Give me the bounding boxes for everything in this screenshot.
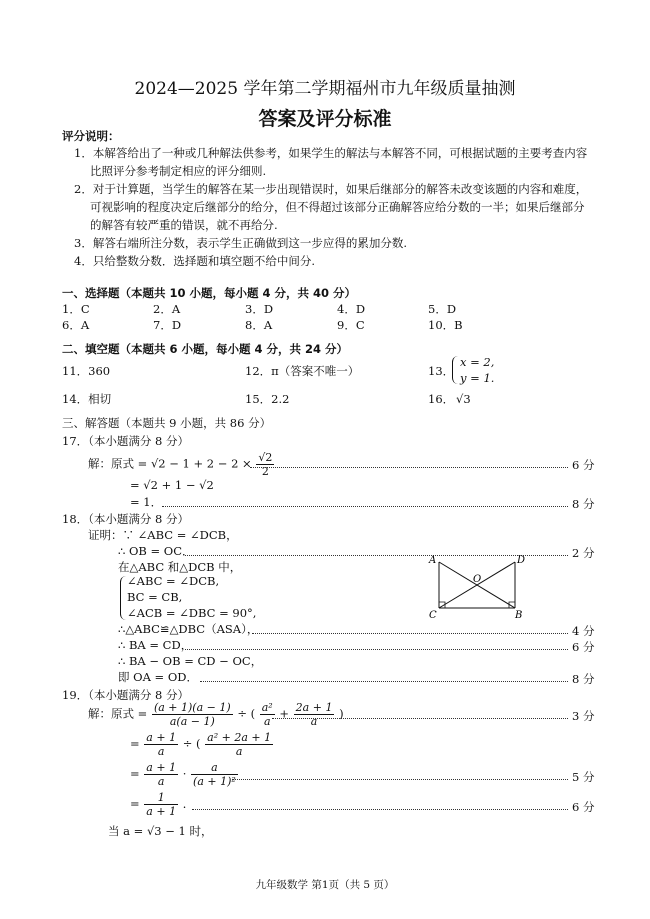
note-line: 3．解答右端所注分数，表示学生正确做到这一步应得的累加分数.	[74, 236, 407, 250]
choice-answer: 6．A	[62, 318, 90, 332]
operator: ÷ (	[237, 706, 256, 721]
point-label-O: O	[473, 574, 482, 585]
fill-answer-14: 14．相切	[62, 392, 112, 406]
score-mark: 6 分	[572, 458, 595, 472]
q19-step-2	[130, 731, 274, 758]
fraction	[256, 451, 274, 478]
q18-step: ∴△ABC≌△DBC（ASA），	[118, 622, 259, 636]
q18-step: 证明：∵ ∠ABC = ∠DCB，	[88, 528, 238, 542]
score-mark: 8 分	[572, 672, 595, 686]
q19-title: 19．（本小题满分 8 分）	[62, 688, 190, 702]
fraction	[205, 731, 273, 758]
q17-step-3: = 1．	[130, 495, 163, 509]
fraction	[144, 761, 178, 788]
document-subtitle: 答案及评分标准	[258, 108, 392, 130]
fill-answer-16-value: √3	[456, 392, 471, 406]
operator: +	[279, 706, 290, 721]
notes-heading: 评分说明：	[62, 129, 120, 143]
note-line: 2．对于计算题，当学生的解答在某一步出现错误时，如果后继部分的解答未改变该题的内容和难度，	[74, 182, 588, 196]
choice-answer: 9．C	[337, 318, 365, 332]
choice-answer: 4．D	[337, 302, 366, 316]
note-line: 的解答有较严重的错误，就不再给分.	[90, 218, 278, 232]
dot-leader	[192, 809, 568, 810]
q18-title: 18．（本小题满分 8 分）	[62, 512, 190, 526]
q17-step-2: = √2 + 1 − √2	[130, 478, 214, 492]
system-brace	[120, 576, 126, 620]
score-mark: 8 分	[572, 497, 595, 511]
numerator: a + 1	[146, 731, 177, 744]
fill-answer-12: 12．π（答案不唯一）	[245, 364, 360, 378]
fraction	[191, 761, 238, 788]
dot-leader	[250, 467, 568, 468]
q19-step-4	[130, 791, 194, 818]
fill-answer-15: 15．2.2	[245, 392, 290, 406]
q18-condition: ∠ACB = ∠DBC = 90°,	[127, 606, 257, 620]
numerator: a²	[261, 701, 273, 714]
denominator: a	[235, 745, 243, 758]
score-mark: 6 分	[572, 800, 595, 814]
denominator: a	[310, 715, 318, 728]
choice-answer: 3．D	[245, 302, 274, 316]
fill-answer-13-y: y = 1.	[460, 371, 495, 385]
denominator: a	[263, 715, 271, 728]
note-line: 可视影响的程度决定后继部分的给分，但不得超过该部分正确解答应给分数的一半；如果后继部分	[90, 200, 585, 214]
numerator: a + 1	[146, 761, 177, 774]
denominator: 2	[261, 465, 269, 478]
numerator: √2	[258, 451, 273, 464]
point-label-B: B	[515, 610, 523, 621]
fraction	[152, 701, 233, 728]
operator: )	[339, 706, 344, 721]
fraction	[144, 791, 178, 818]
dot-leader	[232, 779, 568, 780]
score-mark: 5 分	[572, 770, 595, 784]
denominator: a	[157, 775, 165, 788]
operator: =	[130, 796, 140, 811]
note-line: 4．只给整数分数．选择题和填空题不给中间分.	[74, 254, 315, 268]
point-label-D: D	[517, 555, 525, 566]
denominator: a	[157, 745, 165, 758]
choice-answer: 1．C	[62, 302, 90, 316]
score-mark: 2 分	[572, 546, 595, 560]
q17-step-1	[88, 451, 275, 478]
choice-answer: 5．D	[428, 302, 457, 316]
denominator: a + 1	[146, 805, 177, 818]
choice-answer: 10．B	[428, 318, 463, 332]
fraction	[260, 701, 275, 728]
section2-heading: 二、填空题（本题共 6 小题，每小题 4 分，共 24 分）	[62, 342, 349, 356]
q19-step-3	[130, 761, 239, 788]
period: ．	[182, 796, 195, 811]
point-label-C: C	[429, 610, 437, 621]
dot-leader	[200, 681, 568, 682]
numerator: 2a + 1	[295, 701, 333, 714]
section3-heading: 三、解答题（本题共 9 小题，共 86 分）	[62, 416, 272, 430]
document-title: 2024—2025 学年第二学期福州市九年级质量抽测	[134, 79, 516, 99]
numerator: a	[191, 761, 238, 775]
numerator: (a + 1)(a − 1)	[153, 701, 231, 714]
q17-step-1-text: 解：原式 = √2 − 1 + 2 − 2 ×	[88, 456, 252, 471]
operator: =	[130, 766, 140, 781]
denominator: (a + 1)²	[193, 775, 236, 788]
point-label-A: A	[429, 555, 437, 566]
q18-step: ∴ OB = OC．	[118, 544, 194, 558]
numerator: a² + 2a + 1	[207, 731, 272, 744]
choice-answer: 7．D	[153, 318, 182, 332]
dot-leader	[272, 718, 568, 719]
page-footer: 九年级数学 第1页（共 5 页）	[255, 879, 395, 891]
q18-condition: ∠ABC = ∠DCB,	[127, 574, 220, 588]
fill-answer-11: 11．360	[62, 364, 111, 378]
note-line: 比照评分参考制定相应的评分细则.	[90, 164, 267, 178]
system-brace	[452, 356, 458, 384]
q18-step: 在△ABC 和△DCB 中，	[118, 560, 242, 574]
operator: ÷ (	[182, 736, 201, 751]
q19-step-text: 解：原式 =	[88, 706, 148, 721]
fill-answer-13-label: 13．	[428, 364, 455, 378]
choice-answer: 8．A	[245, 318, 273, 332]
score-mark: 3 分	[572, 709, 595, 723]
q18-step: ∴ BA = CD，	[118, 638, 193, 652]
q18-condition: BC = CB,	[127, 590, 183, 604]
section1-heading: 一、选择题（本题共 10 小题，每小题 4 分，共 40 分）	[62, 286, 357, 300]
dot-leader	[185, 649, 568, 650]
dot-leader	[252, 633, 568, 634]
note-line: 1．本解答给出了一种或几种解法供参考，如果学生的解法与本解答不同，可根据试题的主要考查内容	[74, 146, 588, 160]
fraction	[144, 731, 178, 758]
fraction	[294, 701, 335, 728]
q18-step: 即 OA = OD．	[118, 670, 198, 684]
denominator: a(a − 1)	[169, 715, 215, 728]
q18-diagram	[425, 554, 525, 624]
q19-step-1	[88, 701, 344, 728]
q17-title: 17．（本小题满分 8 分）	[62, 434, 190, 448]
operator: ·	[182, 766, 187, 781]
operator: =	[130, 736, 140, 751]
numerator: 1	[144, 791, 178, 805]
dot-leader	[162, 506, 568, 507]
q19-step-5: 当 a = √3 − 1 时，	[108, 824, 213, 838]
score-mark: 6 分	[572, 640, 595, 654]
q18-step: ∴ BA − OB = CD − OC，	[118, 654, 263, 668]
fill-answer-16-label: 16．	[428, 392, 455, 406]
score-mark: 4 分	[572, 624, 595, 638]
fill-answer-13-x: x = 2,	[460, 355, 495, 369]
choice-answer: 2．A	[153, 302, 181, 316]
